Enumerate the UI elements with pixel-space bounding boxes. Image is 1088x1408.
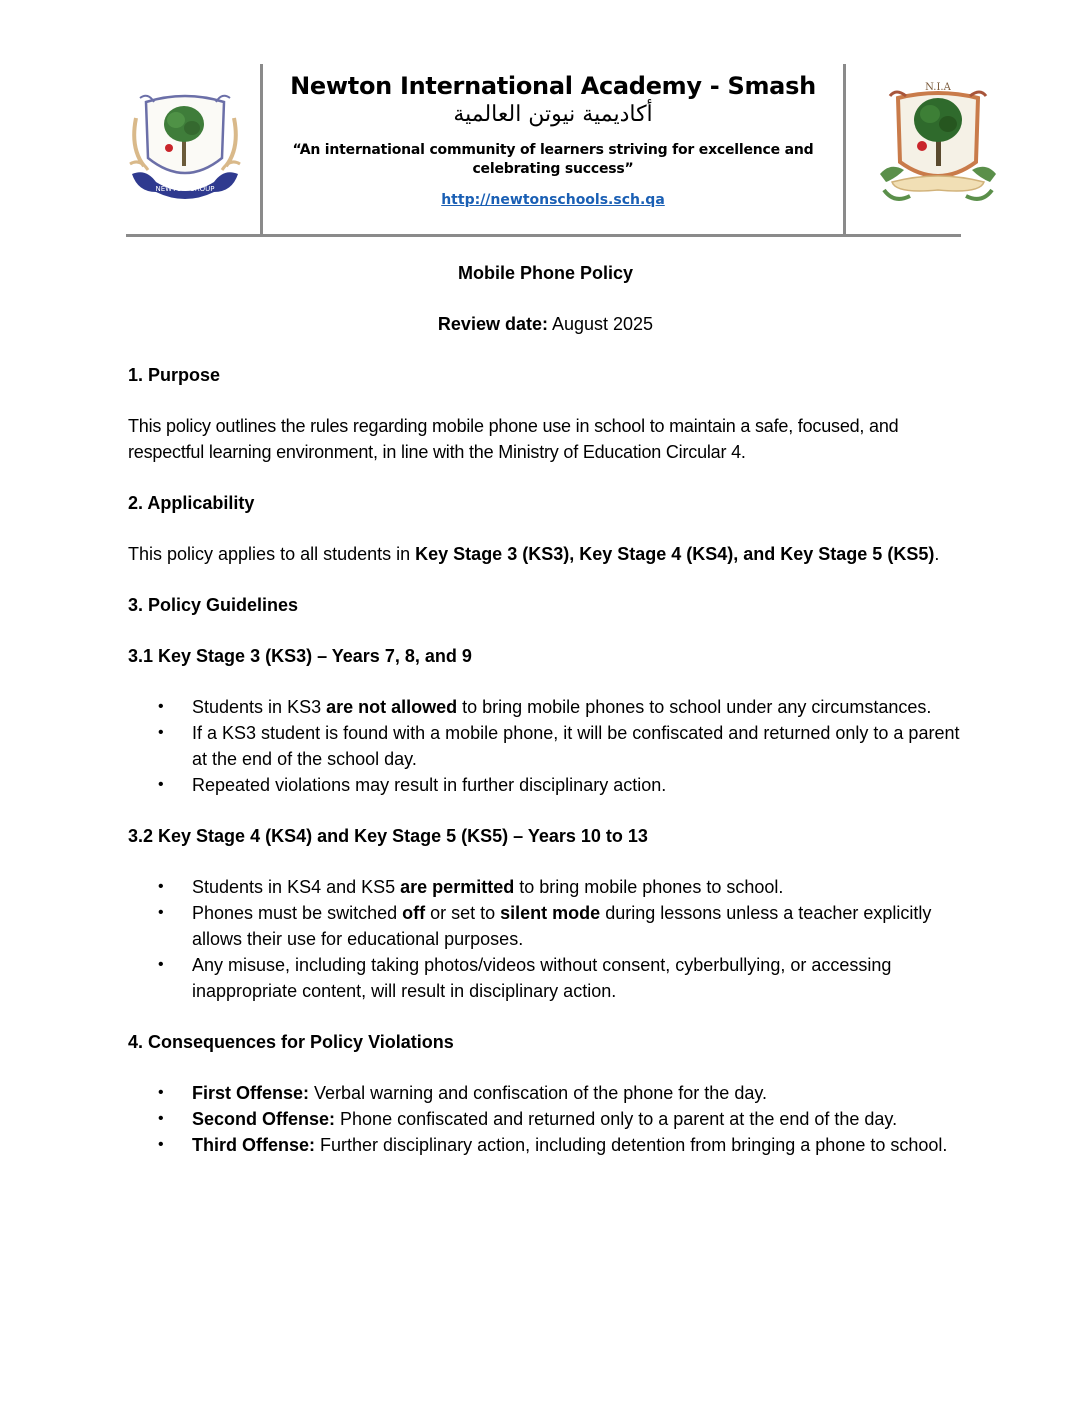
list-item-text: Students in KS3: [192, 697, 327, 717]
school-name-arabic: أكاديمية نيوتن العالمية: [453, 102, 653, 127]
list-item-text: Repeated violations may result in further disciplinary action.: [192, 775, 667, 795]
list-item: [128, 1132, 963, 1158]
list-item-text: to bring mobile phones to school under any circumstances.: [457, 697, 932, 717]
list-item-text: Any misuse, including taking photos/videos without consent, cyberbullying, or accessing inappropriate content, will result in disciplinary action.: [192, 955, 892, 1001]
list-item: [128, 874, 963, 900]
nia-crest-icon: [876, 78, 1000, 210]
school-motto: “An international community of learners striving for excellence and celebrating success”: [292, 142, 814, 177]
offense-label: Third Offense:: [192, 1135, 316, 1155]
review-date-label: Review date:: [437, 314, 548, 334]
list-item-text: Students in KS4 and KS5: [192, 877, 401, 897]
list-item-text: If a KS3 student is found with a mobile phone, it will be confiscated and returned only to a parent at the end of the school day.: [192, 723, 960, 769]
list-item: [128, 900, 963, 952]
ks3-rules-list: [128, 694, 963, 798]
subsection-heading-ks4-ks5: 3.2 Key Stage 4 (KS4) and Key Stage 5 (KS5) – Years 10 to 13: [128, 826, 648, 846]
ks4-ks5-rules-list: [128, 874, 963, 1004]
consequences-list: [128, 1080, 963, 1158]
policy-body: [128, 260, 963, 1158]
applicability-text-post: .: [934, 544, 940, 564]
header-divider-right: [843, 64, 846, 236]
review-date: [128, 311, 963, 337]
section-heading-purpose: 1. Purpose: [128, 365, 221, 385]
list-item-emphasis: are not allowed: [326, 697, 458, 717]
crest-top-text: N.I.A: [925, 82, 951, 93]
letterhead-text: [263, 64, 843, 208]
purpose-text: This policy outlines the rules regarding mobile phone use in school to maintain a safe, focused, and respectful learning environment, in line with the Ministry of Education Circular 4.: [128, 416, 899, 462]
list-item-emphasis: silent mode: [500, 903, 601, 923]
header-rule: [126, 234, 961, 237]
list-item: [128, 1106, 963, 1132]
section-heading-applicability: 2. Applicability: [128, 493, 255, 513]
document-title: Mobile Phone Policy: [457, 263, 634, 283]
review-date-value: August 2025: [551, 314, 654, 334]
section-heading-guidelines: 3. Policy Guidelines: [128, 595, 299, 615]
list-item: [128, 694, 963, 720]
list-item-text: or set to: [425, 903, 501, 923]
applicability-key-stages: Key Stage 3 (KS3), Key Stage 4 (KS4), and Key Stage 5 (KS5): [415, 544, 935, 564]
section-heading-consequences: 4. Consequences for Policy Violations: [128, 1032, 454, 1052]
list-item-text: Phones must be switched: [192, 903, 403, 923]
newton-group-crest-icon: [126, 88, 244, 206]
list-item-emphasis: off: [402, 903, 426, 923]
letterhead: [126, 64, 961, 237]
subsection-heading-ks3: 3.1 Key Stage 3 (KS3) – Years 7, 8, and 9: [128, 646, 472, 666]
school-name: Newton International Academy - Smash: [290, 72, 816, 100]
crest-banner-text: NEWTON GROUP: [155, 185, 215, 193]
offense-label: Second Offense:: [192, 1109, 336, 1129]
offense-text: Further disciplinary action, including detention from bringing a phone to school.: [315, 1135, 948, 1155]
applicability-text-pre: This policy applies to all students in: [128, 544, 416, 564]
list-item: [128, 952, 963, 1004]
offense-text: Verbal warning and confiscation of the phone for the day.: [309, 1083, 768, 1103]
website-link[interactable]: http://newtonschools.sch.qa: [441, 192, 665, 208]
list-item: [128, 720, 963, 772]
applicability-text: [128, 541, 963, 567]
offense-label: First Offense:: [192, 1083, 310, 1103]
list-item-emphasis: are permitted: [400, 877, 515, 897]
list-item-text: to bring mobile phones to school.: [514, 877, 784, 897]
list-item: [128, 772, 963, 798]
list-item: [128, 1080, 963, 1106]
list-item-text: during lessons unless a teacher explicitly allows their use for educational purposes.: [192, 903, 932, 949]
offense-text: Phone confiscated and returned only to a parent at the end of the day.: [335, 1109, 898, 1129]
